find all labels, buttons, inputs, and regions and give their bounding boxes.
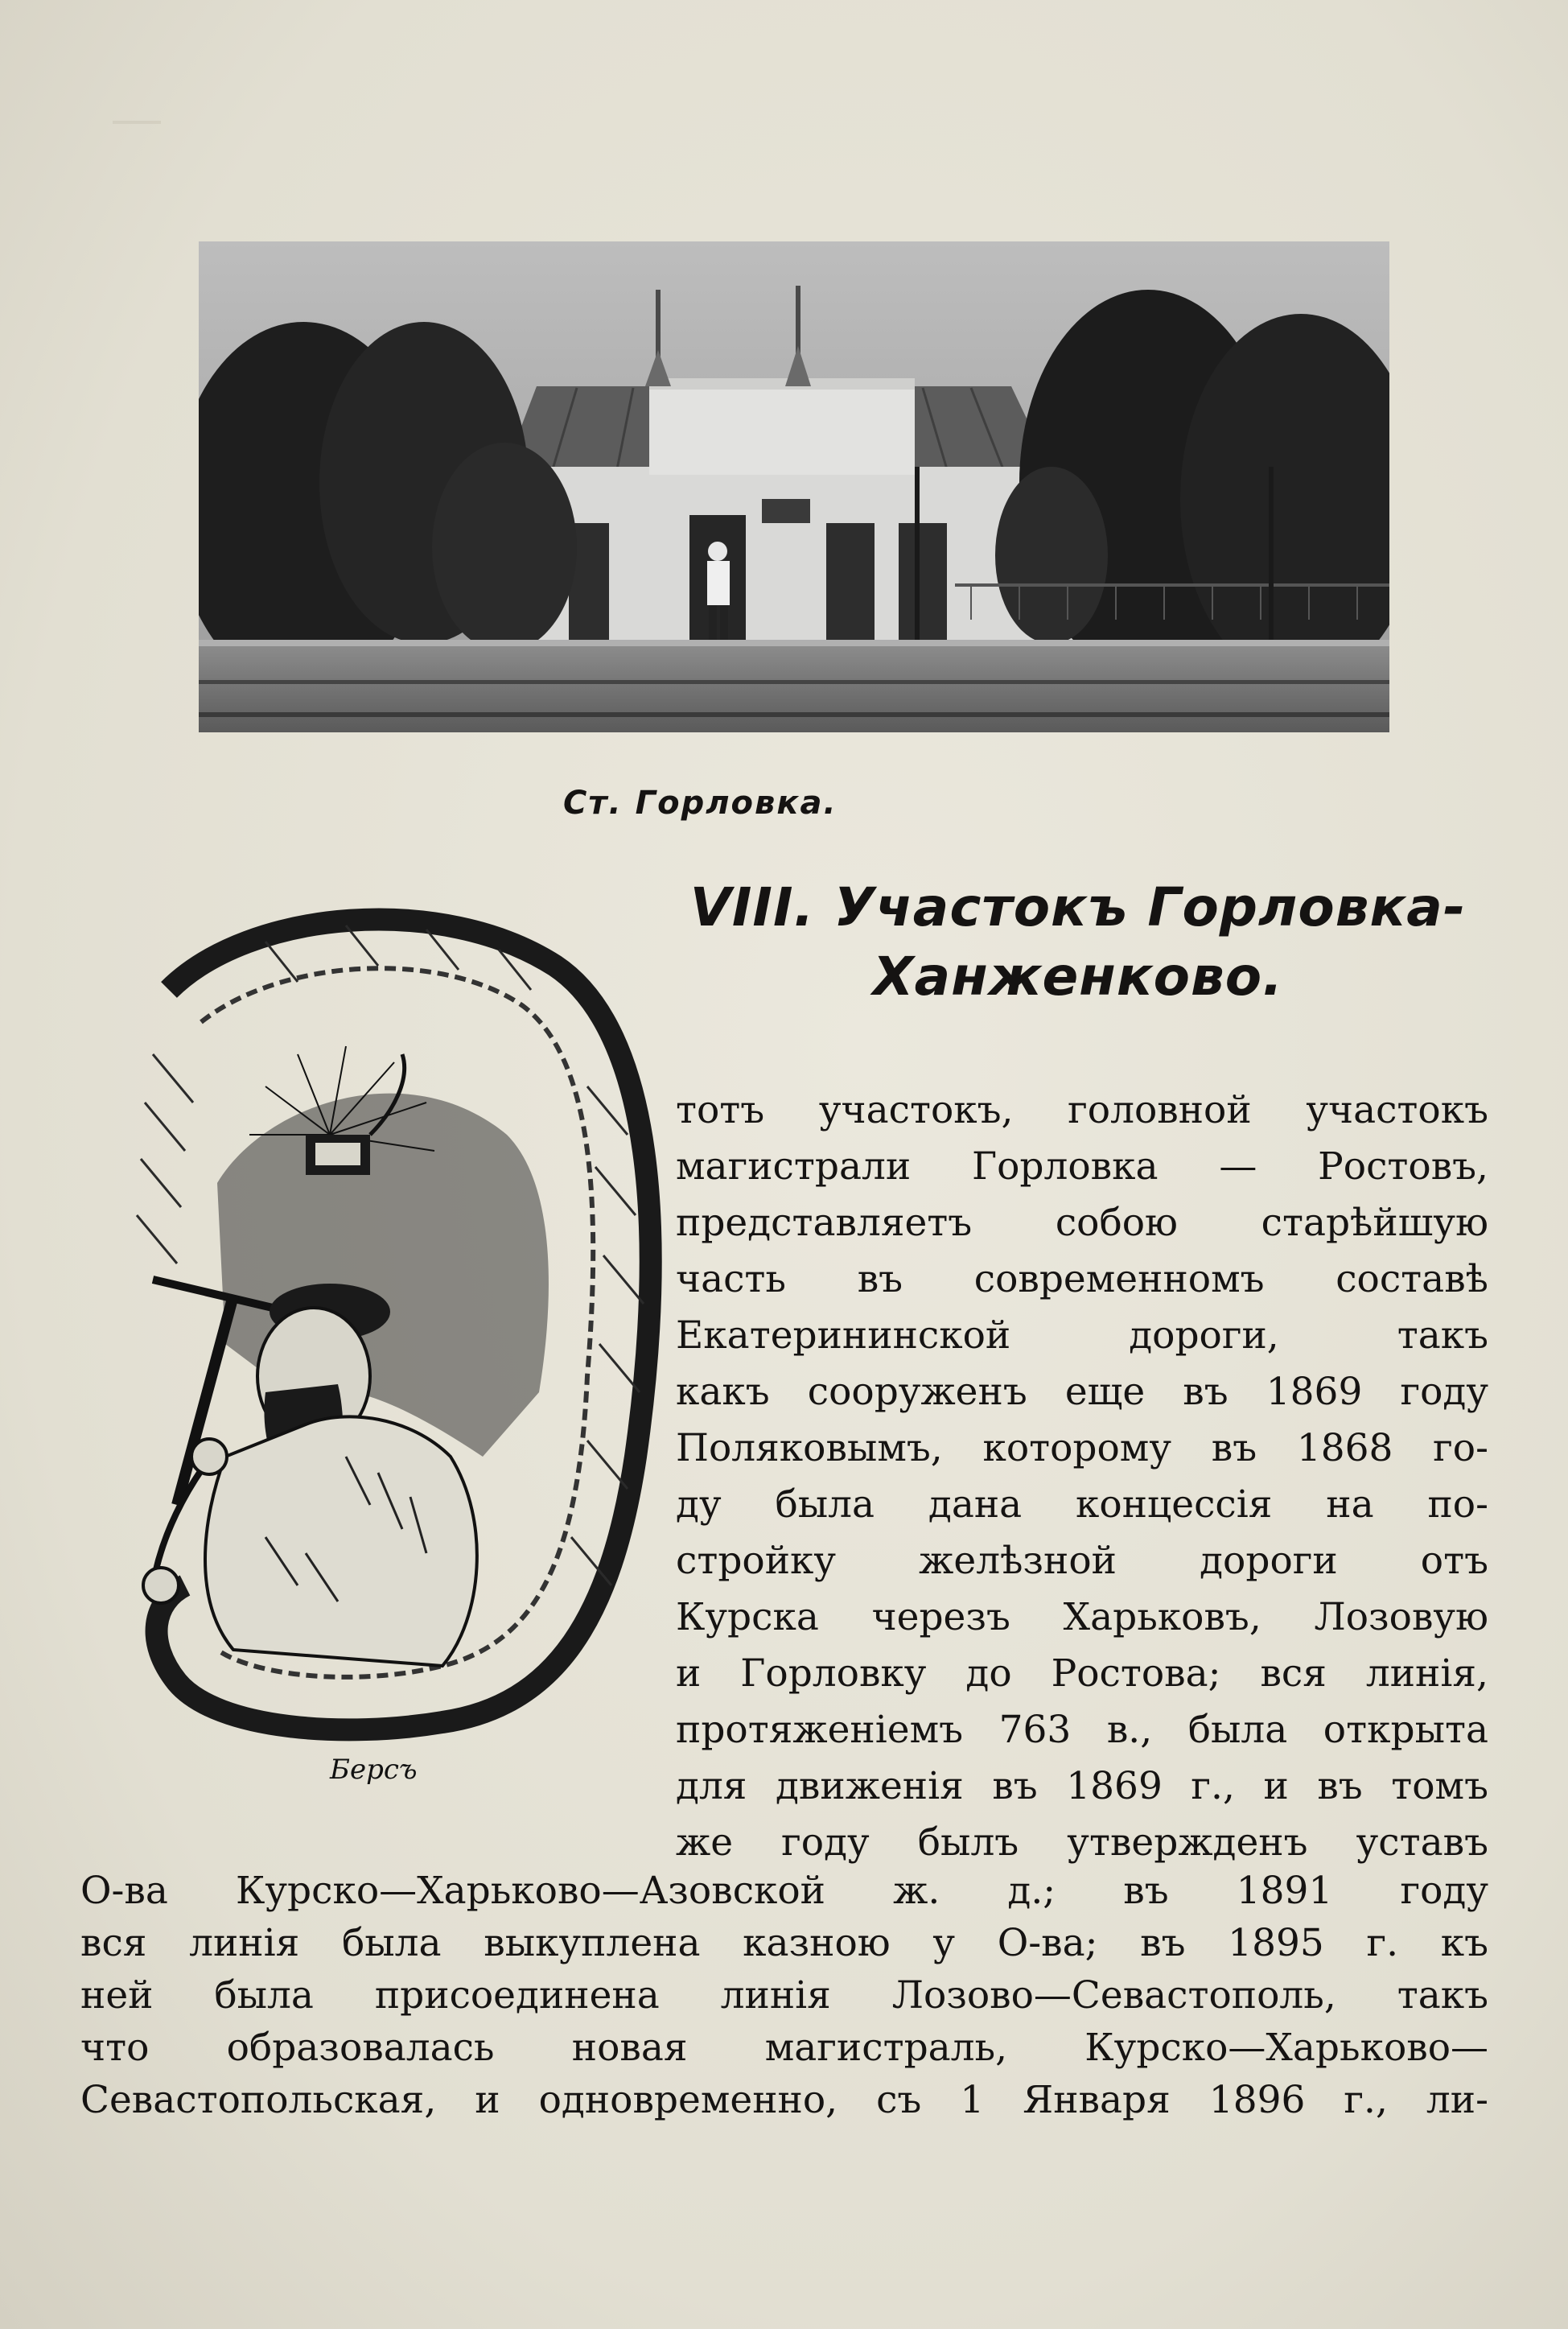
heading-line-2: Ханженково. bbox=[872, 946, 1284, 1008]
miner-illustration bbox=[105, 893, 668, 1803]
body-line: стройку желѣзной дороги отъ bbox=[676, 1539, 1488, 1583]
body-line: ду была дана концессія на по- bbox=[676, 1482, 1488, 1527]
body-line: представляетъ собою старѣйшую bbox=[676, 1201, 1488, 1245]
body-line: и Горловку до Ростова; вся линія, bbox=[676, 1651, 1488, 1696]
body-line: Севастопольская, и одновременно, съ 1 Января 1896 г., ли- bbox=[80, 2078, 1488, 2122]
bleed-through-mark bbox=[113, 121, 161, 124]
body-line: что образовалась новая магистраль, Курско—Харьково— bbox=[80, 2026, 1488, 2070]
body-line: О-ва Курско—Харьково—Азовской ж. д.; въ 1891 году bbox=[80, 1869, 1488, 1913]
body-line: какъ сооруженъ еще въ 1869 году bbox=[676, 1370, 1488, 1414]
body-line: для движенія въ 1869 г., и въ томъ bbox=[676, 1764, 1488, 1808]
body-line: Екатерининской дороги, такъ bbox=[676, 1313, 1488, 1358]
illustration-signature: Берсъ bbox=[330, 1754, 418, 1786]
body-line: часть въ современномъ составѣ bbox=[676, 1257, 1488, 1301]
body-line: Курска черезъ Харьковъ, Лозовую bbox=[676, 1595, 1488, 1639]
body-line: вся линія была выкуплена казною у О-ва; въ 1895 г. къ bbox=[80, 1921, 1488, 1965]
body-line: ней была присоединена линія Лозово—Севастополь, такъ bbox=[80, 1973, 1488, 2018]
photo-caption: Ст. Горловка. bbox=[563, 785, 838, 822]
body-line: Поляковымъ, которому въ 1868 го- bbox=[676, 1426, 1488, 1470]
body-line: тотъ участокъ, головной участокъ bbox=[676, 1088, 1488, 1132]
body-line: протяженіемъ 763 в., была открыта bbox=[676, 1708, 1488, 1752]
body-line: магистрали Горловка — Ростовъ, bbox=[676, 1144, 1488, 1189]
body-line: же году былъ утвержденъ уставъ bbox=[676, 1820, 1488, 1865]
heading-line-1: VIII. Участокъ Горловка- bbox=[689, 876, 1467, 938]
section-heading bbox=[660, 873, 1496, 1012]
station-photograph bbox=[199, 241, 1389, 732]
